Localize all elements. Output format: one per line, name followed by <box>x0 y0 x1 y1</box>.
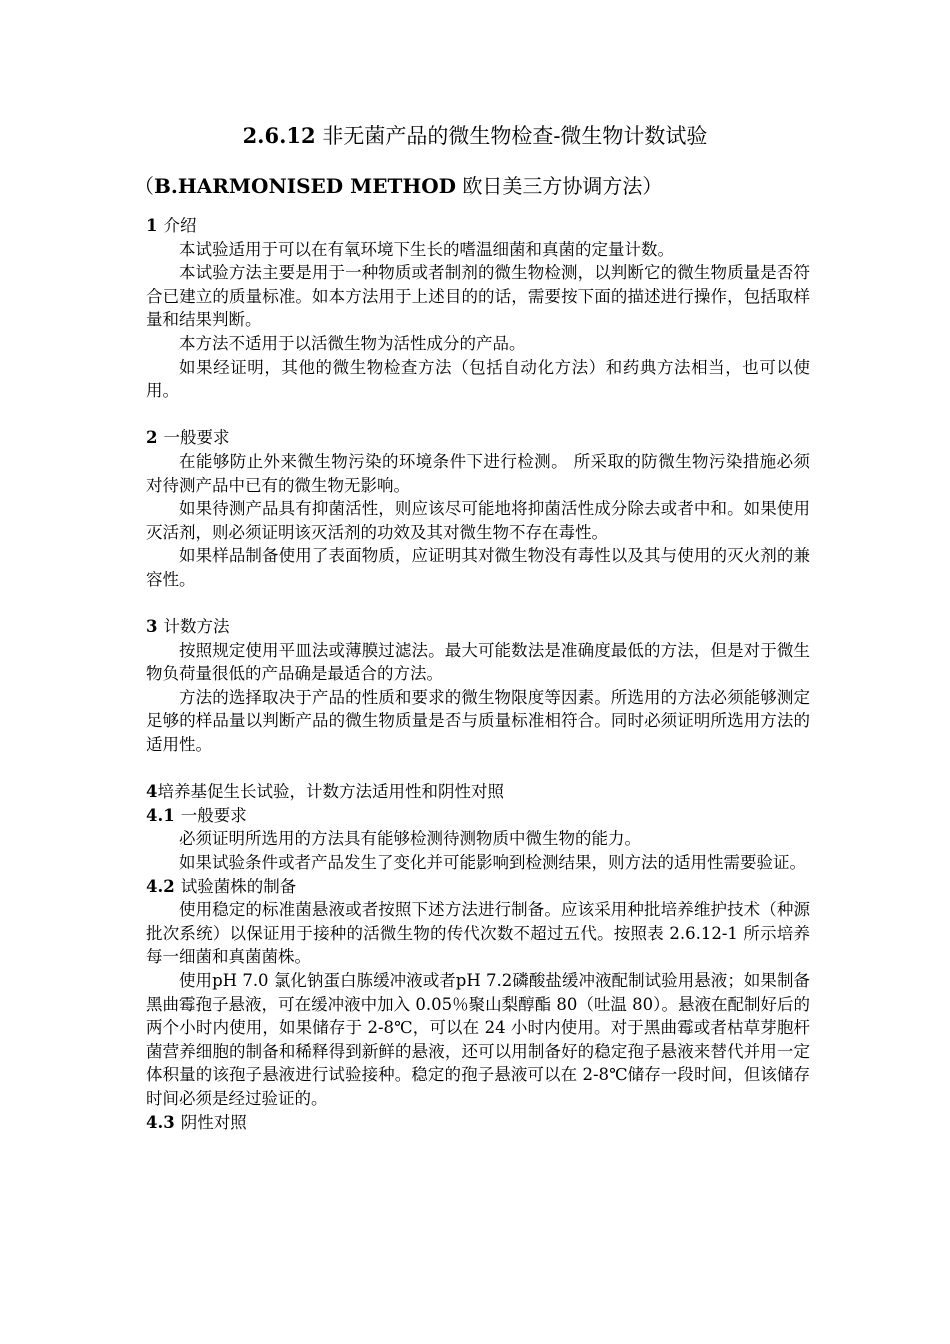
section-number: 2 <box>146 428 158 448</box>
section-title: 介绍 <box>163 216 197 235</box>
title-number: 2.6.12 <box>242 123 316 148</box>
subsection-title: 试验菌株的制备 <box>180 876 297 896</box>
subsection-number: 4.2 <box>146 876 175 896</box>
subtitle-open-paren: （ <box>134 174 154 198</box>
subsection-heading-4-1 <box>146 804 810 828</box>
paragraph: 按照规定使用平皿法或薄膜过滤法。最大可能数法是准确度最低的方法，但是对于微生物负荷量很低的产品确是最适合的方法。 <box>146 640 810 684</box>
paragraph: 方法的选择取决于产品的性质和要求的微生物限度等因素。所选用的方法必须能够测定足够的样品量以判断产品的微生物质量是否与质量标准相符合。同时必须证明所选用方法的适用性。 <box>146 687 810 755</box>
paragraph: 使用稳定的标准菌悬液或者按照下述方法进行制备。应该采用种批培养维护技术（种源批次系统）以保证用于接种的活微生物的传代次数不超过五代。按照表 2.6.12-1 所示培养每一细菌和真菌菌株。 <box>146 900 810 967</box>
paragraph: 本试验适用于可以在有氧环境下生长的嗜温细菌和真菌的定量计数。 <box>179 239 674 259</box>
paragraph: 本方法不适用于以活微生物为活性成分的产品。 <box>179 333 526 353</box>
subsection-heading-4-2 <box>146 875 810 899</box>
title-text: 非无菌产品的微生物检查-微生物计数试验 <box>322 124 708 148</box>
paragraph: 如果待测产品具有抑菌活性，则应该尽可能地将抑菌活性成分除去或者中和。如果使用灭活剂，则必须证明该灭活剂的功效及其对微生物不存在毒性。 <box>146 499 810 542</box>
paragraph: 如果经证明，其他的微生物检查方法（包括自动化方法）和药典方法相当，也可以使用。 <box>146 357 810 401</box>
subsection-number: 4.3 <box>146 1112 175 1132</box>
section-number: 3 <box>146 617 158 637</box>
paragraph: 本试验方法主要是用于一种物质或者制剂的微生物检测，以判断它的微生物质量是否符合已建立的质量标准。如本方法用于上述目的的话，需要按下面的描述进行操作，包括取样量和结果判断。 <box>146 263 810 330</box>
section-title: 培养基促生长试验，计数方法适用性和阴性对照 <box>157 782 504 802</box>
subtitle-text: 欧日美三方协调方法） <box>462 174 663 198</box>
paragraph: 使用pH 7.0 氯化钠蛋白胨缓冲液或者pH 7.2磷酸盐缓冲液配制试验用悬液；如果制备黑曲霉孢子悬液，可在缓冲液中加入 0.05％聚山梨醇酯 80（吐温 80）。悬液在配制好后的两个小时内使用，如果储存于 2-8℃，可以在 24 小时内使用。对于黑曲霉或者枯草芽胞杆菌营养细胞的制备和稀释得到新鲜的悬液，还可以用制备好的稳定孢子悬液来替代并用一定体积量的该孢子悬液进行试验接种。稳定的孢子悬液可以在 2-8℃储存一段时间，但该储存时间必须是经过验证的。 <box>146 971 810 1108</box>
paragraph: 必须证明所选用的方法具有能够检测待测物质中微生物的能力。 <box>179 829 641 849</box>
subsection-heading-4-3 <box>146 1111 810 1135</box>
subtitle-method: B.HARMONISED METHOD <box>154 174 457 198</box>
section-heading-2 <box>146 426 810 450</box>
section-title: 一般要求 <box>163 428 230 448</box>
page-subtitle <box>134 172 662 200</box>
section-heading-1 <box>146 214 810 238</box>
paragraph: 如果样品制备使用了表面物质，应证明其对微生物没有毒性以及其与使用的灭火剂的兼容性。 <box>146 546 810 589</box>
page-title <box>0 122 950 150</box>
subsection-title: 阴性对照 <box>180 1112 247 1132</box>
section-number: 1 <box>146 216 158 235</box>
section-heading-4 <box>146 780 810 804</box>
section-heading-3 <box>146 615 810 639</box>
subsection-number: 4.1 <box>146 805 175 825</box>
document-body <box>146 214 810 1134</box>
paragraph: 如果试验条件或者产品发生了变化并可能影响到检测结果，则方法的适用性需要验证。 <box>179 853 806 873</box>
section-title: 计数方法 <box>163 617 230 637</box>
section-number: 4 <box>146 782 158 802</box>
subsection-title: 一般要求 <box>180 805 247 825</box>
paragraph: 在能够防止外来微生物污染的环境条件下进行检测。 所采取的防微生物污染措施必须对待测产品中已有的微生物无影响。 <box>146 451 810 495</box>
